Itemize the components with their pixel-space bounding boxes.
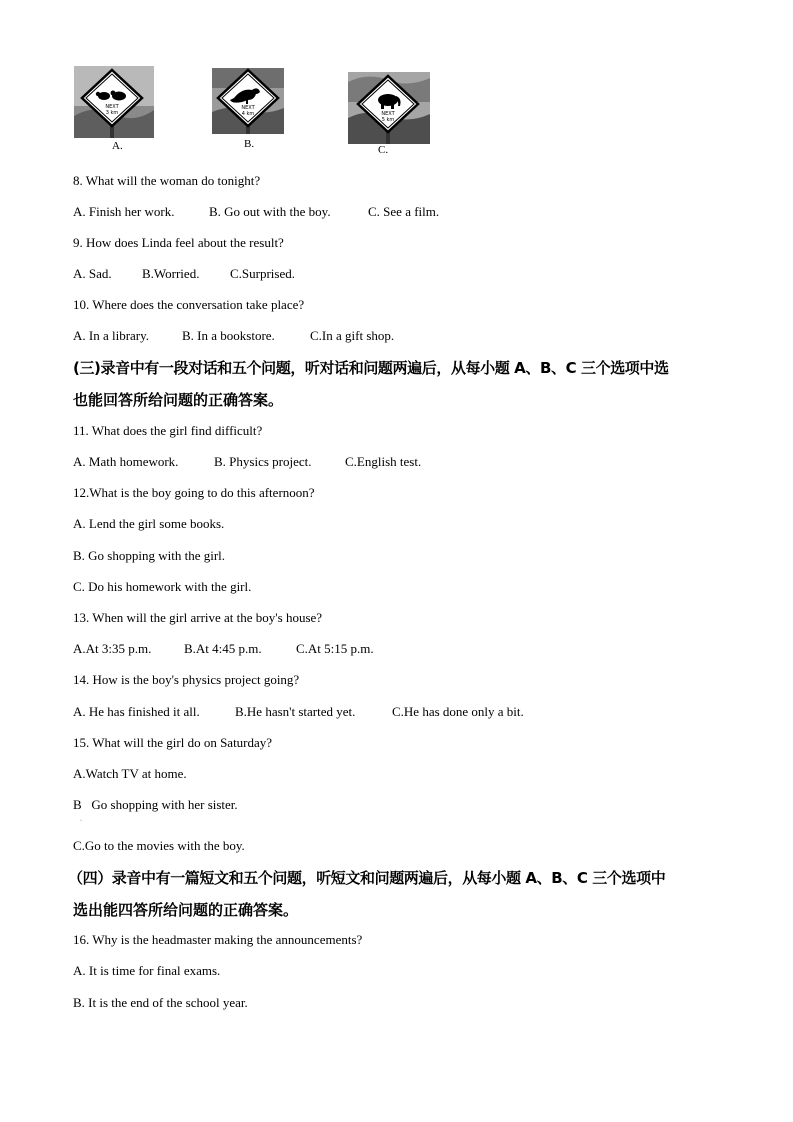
- option-14b: B.He hasn't started yet.: [235, 704, 356, 719]
- section-4-line-2: 选出能四答所给问题的正确答案。: [73, 901, 299, 919]
- option-16b: B. It is the end of the school year.: [73, 995, 248, 1010]
- option-12c: C. Do his homework with the girl.: [73, 579, 252, 594]
- sign-label-c: C.: [378, 144, 389, 156]
- section-3-line-2: 也能回答所给问题的正确答案。: [73, 391, 284, 409]
- question-14-options: [73, 704, 524, 720]
- question-10-options: [73, 328, 394, 344]
- question-8-options: [73, 204, 439, 220]
- question-11: 11. What does the girl find difficult?: [73, 423, 263, 438]
- option-10b: B. In a bookstore.: [182, 328, 275, 343]
- option-12a: A. Lend the girl some books.: [73, 516, 225, 531]
- sign-b-distance-text: 4 km: [241, 111, 255, 117]
- option-13a: A.At 3:35 p.m.: [73, 641, 152, 656]
- section-4-heading: [68, 862, 728, 926]
- section-4-line-1: （四）录音中有一篇短文和五个问题，听短文和问题两遍后，从每小题 A、B、C 三个选项中: [68, 869, 666, 887]
- question-13: 13. When will the girl arrive at the boy's house?: [73, 610, 323, 625]
- option-8c: C. See a film.: [368, 204, 440, 219]
- sign-label-b: B.: [244, 138, 255, 150]
- question-13-options: [73, 641, 374, 657]
- sign-image-b: [212, 68, 284, 134]
- option-8b: B. Go out with the boy.: [209, 204, 331, 219]
- question-9-options: [73, 266, 295, 282]
- question-9: 9. How does Linda feel about the result?: [73, 235, 284, 250]
- section-3-heading: [73, 352, 733, 416]
- option-10a: A. In a library.: [73, 328, 150, 343]
- option-12b: B. Go shopping with the girl.: [73, 548, 226, 563]
- question-8: 8. What will the woman do tonight?: [73, 173, 261, 188]
- option-13b: B.At 4:45 p.m.: [184, 641, 262, 656]
- section-3-line-1: (三)录音中有一段对话和五个问题，听对话和问题两遍后，从每小题 A、B、C 三个选项中选: [73, 359, 669, 377]
- stray-dot: ·: [80, 818, 82, 824]
- option-9a: A. Sad.: [73, 266, 112, 281]
- option-13c: C.At 5:15 p.m.: [296, 641, 374, 656]
- question-12: 12.What is the boy going to do this afternoon?: [73, 485, 315, 500]
- sign-image-c: [348, 72, 430, 144]
- option-9c: C.Surprised.: [230, 266, 295, 281]
- sign-a-next-text: NEXT: [105, 104, 119, 110]
- sign-c-distance-text: 5 km: [381, 117, 395, 123]
- sign-b-next-text: NEXT: [241, 105, 255, 111]
- sign-c-next-text: NEXT: [381, 111, 395, 117]
- sign-label-a: A.: [112, 140, 123, 152]
- option-15c: C.Go to the movies with the boy.: [73, 838, 245, 853]
- option-16a: A. It is time for final exams.: [73, 963, 221, 978]
- option-9b: B.Worried.: [142, 266, 200, 281]
- option-8a: A. Finish her work.: [73, 204, 175, 219]
- question-15: 15. What will the girl do on Saturday?: [73, 735, 273, 750]
- option-14c: C.He has done only a bit.: [392, 704, 524, 719]
- option-10c: C.In a gift shop.: [310, 328, 395, 343]
- option-14a: A. He has finished it all.: [73, 704, 200, 719]
- question-14: 14. How is the boy's physics project going?: [73, 672, 300, 687]
- option-11b: B. Physics project.: [214, 454, 312, 469]
- question-16: 16. Why is the headmaster making the announcements?: [73, 932, 363, 947]
- option-15b: B Go shopping with her sister.: [73, 797, 238, 812]
- sign-a-distance-text: 3 km: [105, 110, 119, 116]
- option-11c: C.English test.: [345, 454, 422, 469]
- question-11-options: [73, 454, 421, 470]
- option-11a: A. Math homework.: [73, 454, 179, 469]
- sign-image-a: [74, 66, 154, 138]
- sign-images-row: [72, 62, 434, 162]
- question-10: 10. Where does the conversation take place?: [73, 297, 305, 312]
- option-15a: A.Watch TV at home.: [73, 766, 187, 781]
